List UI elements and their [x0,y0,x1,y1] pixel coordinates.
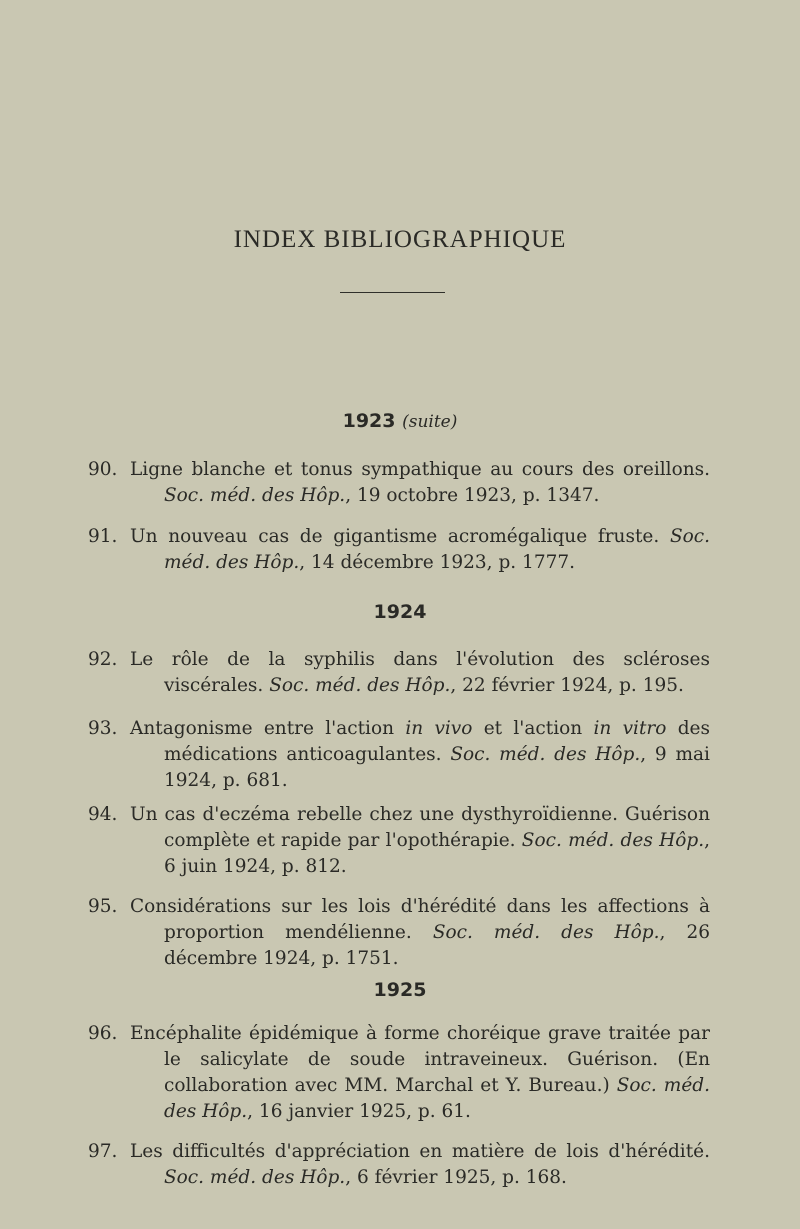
journal-name: Soc. méd. des Hôp. [269,675,451,696]
section-year: 1923 [342,410,396,432]
bib-entry-92 [88,647,710,699]
entry-number: 94. [88,804,118,825]
entry-text: Ligne blanche et tonus sympathique au cours des oreillons. Soc. méd. des Hôp., 19 octobre 1923, p. 1347. [130,459,710,506]
entry-text: Encéphalite épidémique à forme choréique grave traitée par le salicylate de soude intraveineux. Guérison. (En collaboration avec MM. Marchal et Y. Bureau.) Soc. méd. des Hôp., 16 janvier 1925, p. 61. [130,1023,710,1122]
entry-number: 91. [88,526,118,547]
journal-name: Soc. méd. des Hôp. [521,830,705,851]
entry-text: Un nouveau cas de gigantisme acromégalique fruste. Soc. méd. des Hôp., 14 décembre 1923, p. 1777. [130,526,710,573]
page-title: INDEX BIBLIOGRAPHIQUE [233,226,567,253]
entry-number: 90. [88,459,118,480]
journal-name: Soc. méd. des Hôp. [164,1075,710,1122]
bib-entry-96 [88,1021,710,1125]
bib-entry-94 [88,802,710,880]
entry-text: Un cas d'eczéma rebelle chez une dysthyroïdienne. Guérison complète et rapide par l'opothérapie. Soc. méd. des Hôp., 6 juin 1924, p. 812. [130,804,710,877]
section-heading-1923 [0,410,800,432]
bib-entry-90 [88,457,710,509]
entry-number: 96. [88,1023,118,1044]
title-divider [340,292,445,293]
section-heading-1924 [0,601,800,623]
entry-text: Les difficultés d'appréciation en matière de lois d'hérédité. Soc. méd. des Hôp., 6 février 1925, p. 168. [130,1141,710,1188]
journal-name: Soc. méd. des Hôp. [164,485,346,506]
bib-entry-97 [88,1139,710,1191]
entry-text: Antagonisme entre l'action in vivo et l'action in vitro des médications anticoagulantes. Soc. méd. des Hôp., 9 mai 1924, p. 681. [130,718,710,791]
journal-name: Soc. méd. des Hôp. [164,1167,346,1188]
journal-name: Soc. méd. des Hôp. [432,922,660,943]
journal-name: Soc. méd. des Hôp. [450,744,641,765]
entry-text: Considérations sur les lois d'hérédité dans les affections à proportion mendélienne. Soc. méd. des Hôp., 26 décembre 1924, p. 1751. [130,896,710,969]
entry-number: 93. [88,718,118,739]
section-year: 1924 [373,601,427,623]
bib-entry-93 [88,716,710,794]
entry-text: Le rôle de la syphilis dans l'évolution des scléroses viscérales. Soc. méd. des Hôp., 22 février 1924, p. 195. [130,649,710,696]
entry-number: 92. [88,649,118,670]
section-year: 1925 [373,979,427,1001]
section-heading-1925 [0,979,800,1001]
journal-name: Soc. méd. des Hôp. [164,526,710,573]
bib-entry-95 [88,894,710,972]
bib-entry-91 [88,524,710,576]
entry-number: 97. [88,1141,118,1162]
entry-number: 95. [88,896,118,917]
section-suite: (suite) [402,412,458,432]
